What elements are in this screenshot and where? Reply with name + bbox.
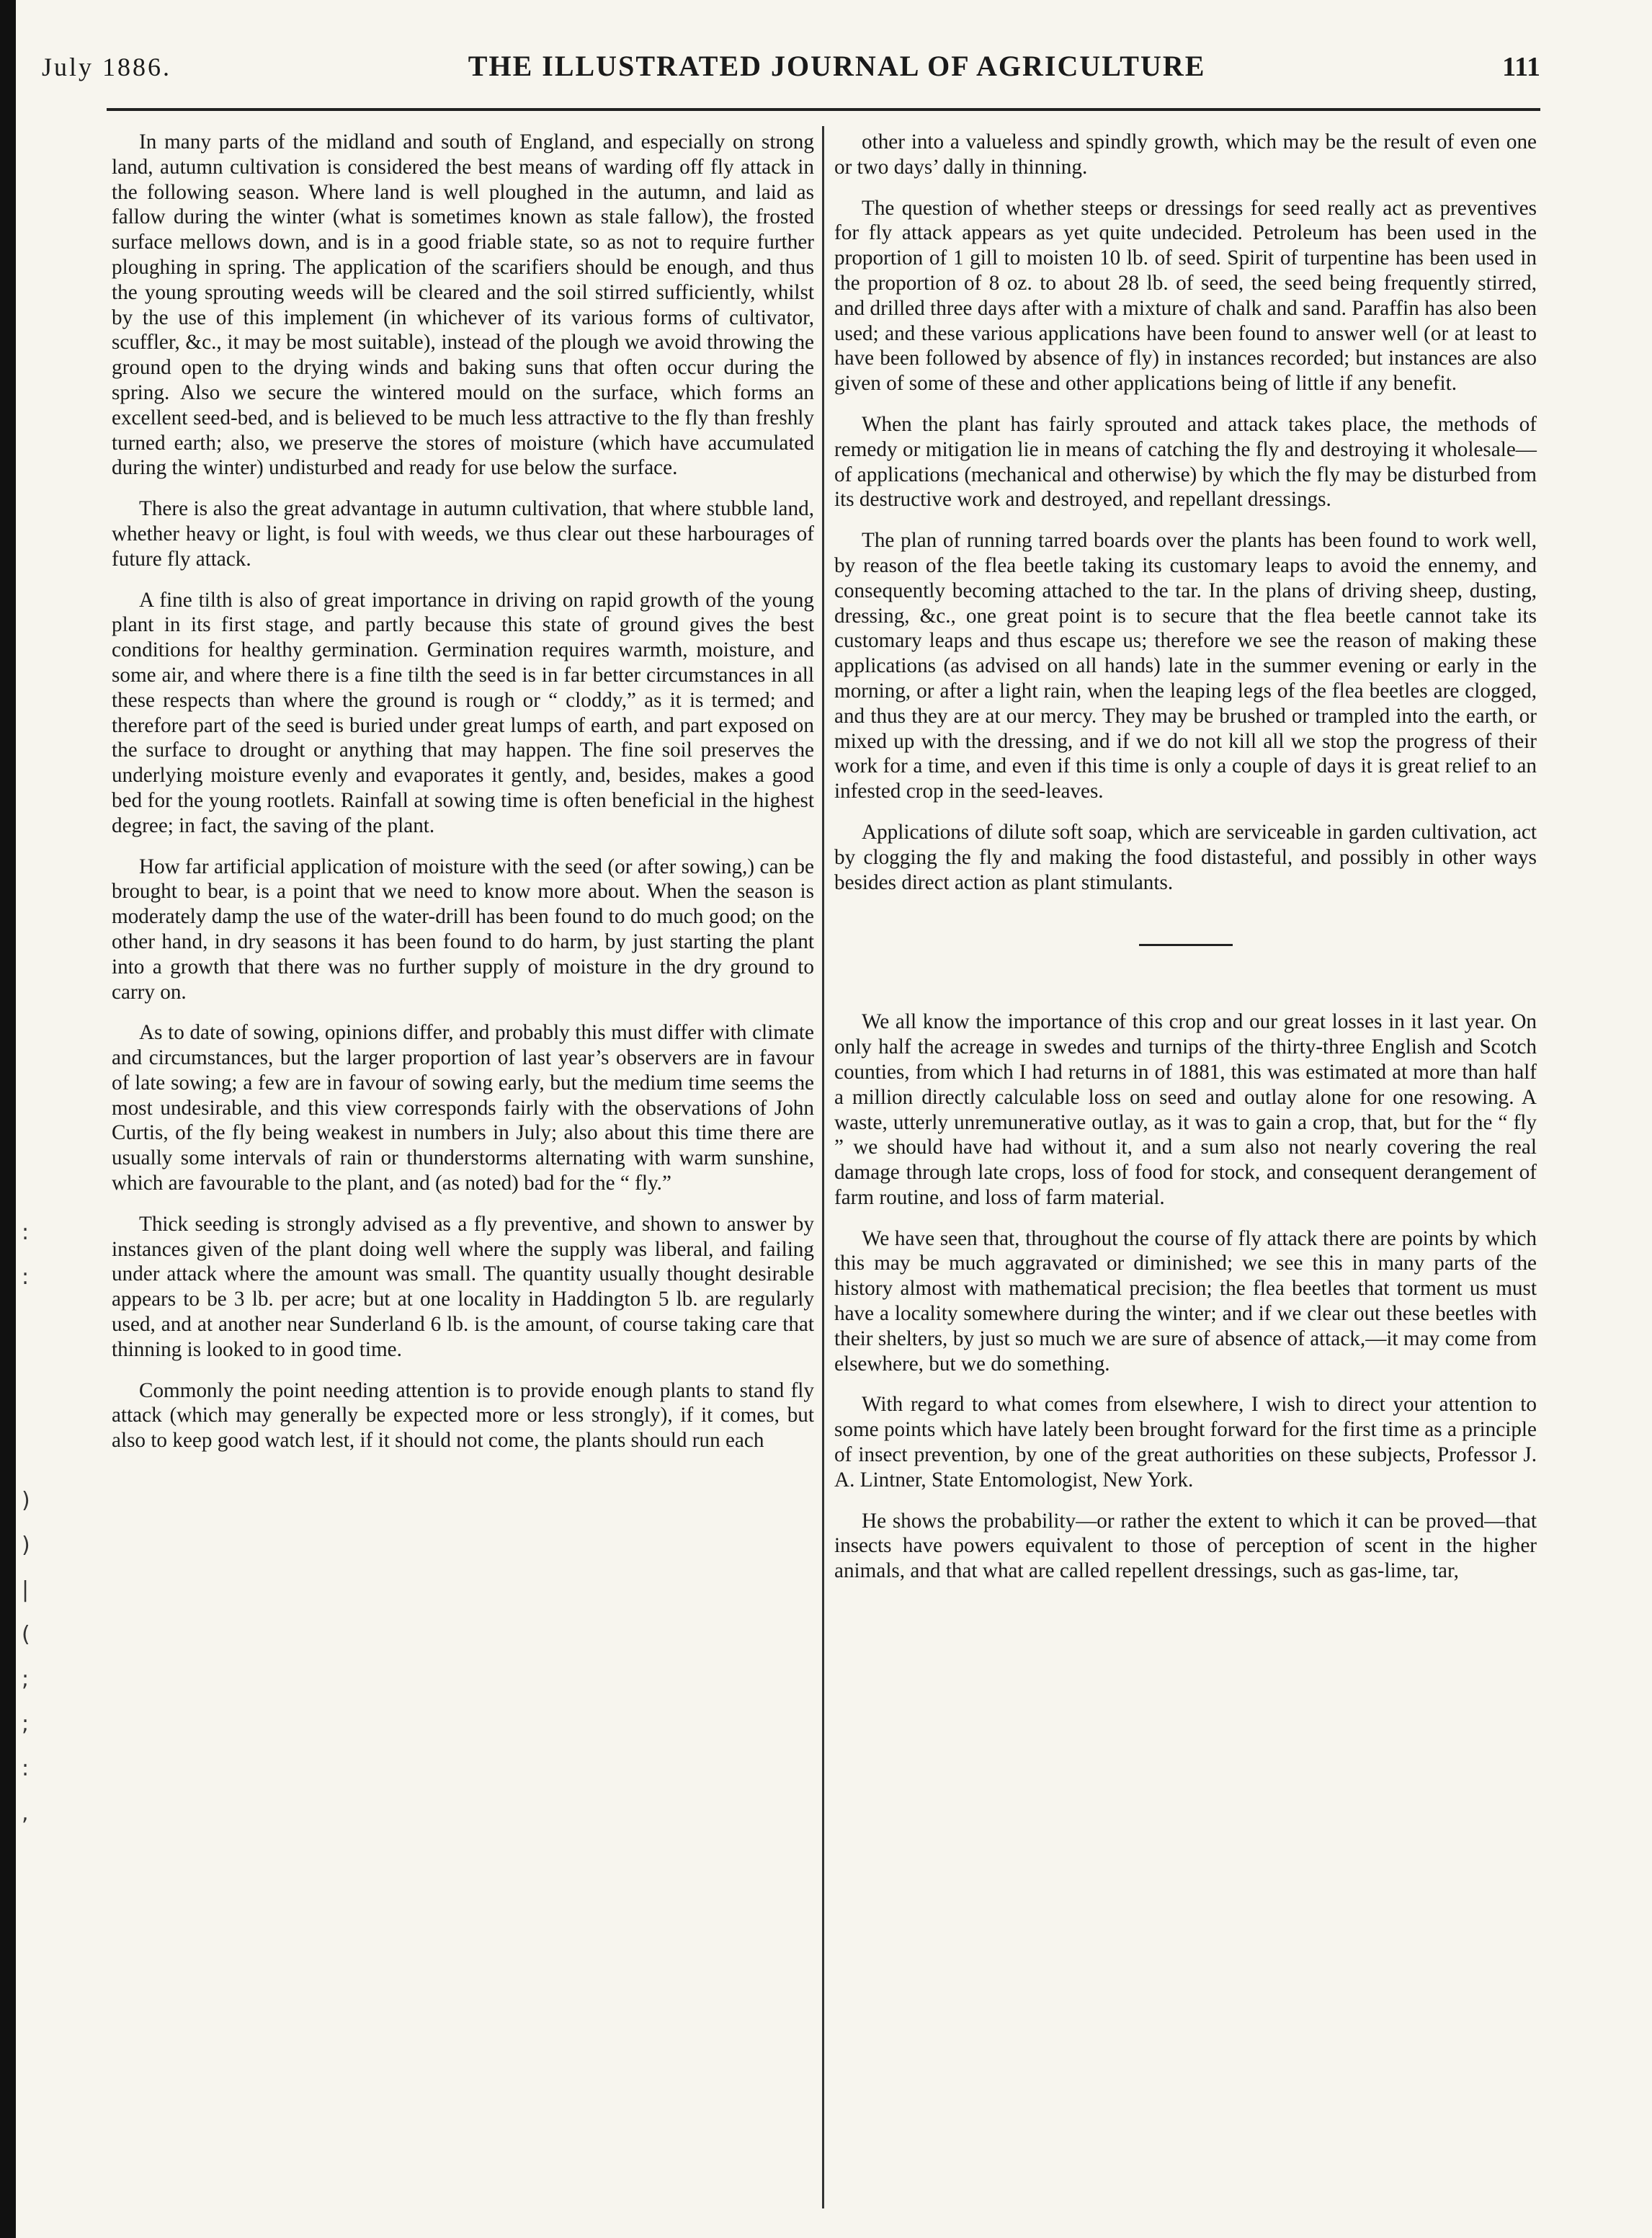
page-number: 111: [1502, 52, 1540, 82]
paragraph: Thick seeding is strongly advised as a fly preventive, and shown to answer by instances given of the plant doing well where the supply was liberal, and failing under attack where the amount was small. The quantity usually thought desirable appears to be 3 lb. per acre; but at one locality in Haddington 5 lb. are regularly used, and at another near Sunderland 6 lb. is the amount, of course taking care that thinning is looked to in good time.: [112, 1212, 814, 1361]
paragraph: When the plant has fairly sprouted and attack takes place, the methods of remedy or mitigation lie in means of catching the fly and destroying it wholesale—of applications (mechanical and otherwise) by which the fly may be disturbed from its destructive work and destroyed, and repellant dressings.: [834, 412, 1537, 512]
paragraph: We have seen that, throughout the course of fly attack there are points by which this may be much aggravated or diminished; we see this in many parts of the history almost with mathematical precision; the flea beetles that torment us must have a locality somewhere during the winter; and if we clear out these beetles with their shelters, by just so much we are sure of absence of attack,—it may come from elsewhere, but we do something.: [834, 1226, 1537, 1376]
paragraph: other into a valueless and spindly growth, which may be the result of even one or two days’ dally in thinning.: [834, 130, 1537, 179]
paragraph: In many parts of the midland and south of England, and especially on strong land, autumn cultivation is considered the best means of warding off fly attack in the following season. Where land is well ploughed in the autumn, and laid as fallow during the winter (what is sometimes known as stale fallow), the frosted surface mellows down, and is in a good friable state, so as not to require further ploughing in spring. The application of the scarifiers should be enough, and thus the young sprouting weeds will be cleared and the soil stirred sufficiently, whilst by the use of this implement (in whichever of its various forms of cultivator, scuffler, &c., it may be most suitable), instead of the plough we avoid throwing the ground open to the drying winds and baking suns that often occur during the spring. Also we secure the wintered mould on the surface, which forms an excellent seed-bed, and is believed to be much less attractive to the fly than freshly turned earth; also, we preserve the stores of moisture (which have accumulated during the winter) undisturbed and ready for use below the surface.: [112, 130, 814, 480]
right-column: [834, 130, 1537, 1600]
paragraph: A fine tilth is also of great importance in driving on rapid growth of the young plant in its first stage, and partly because this state of ground gives the best conditions for healthy germination. Germination requires warmth, moisture, and some air, and where there is a fine tilth the seed is in far better circumstances in all these respects than where the ground is rough or “ cloddy,” as it is termed; and therefore part of the seed is buried under great lumps of earth, and part exposed on the surface to drought or anything that may happen. The fine soil preserves the underlying moisture evenly and evaporates it gently, and, besides, makes a good bed for the young rootlets. Rainfall at sowing time is often beneficial in the highest degree; in fact, the saving of the plant.: [112, 588, 814, 837]
left-column: [112, 130, 814, 1469]
header-rule: [107, 108, 1540, 111]
paragraph: The question of whether steeps or dressings for seed really act as preventives for fly attack appears as yet quite undecided. Petroleum has been used in the proportion of 1 gill to moisten 10 lb. of seed. Spirit of turpentine has been used in the proportion of 8 oz. to about 28 lb. of seed, the seed being frequently stirred, and drilled three days after with a mixture of chalk and sand. Paraffin has also been used; and these various applications have been found to answer well (or at least to have been followed by absence of fly) in instances recorded; but instances are also given of some of these and other applications being of little if any benefit.: [834, 196, 1537, 396]
paragraph: How far artificial application of moisture with the seed (or after sowing,) can be brought to bear, is a point that we need to know more about. When the season is moderately damp the use of the water-drill has been found to do much good; on the other hand, in dry seasons it has been found to do harm, by just starting the plant into a growth that there was no further supply of moisture in the dry ground to carry on.: [112, 855, 814, 1004]
paragraph: As to date of sowing, opinions differ, and probably this must differ with climate and circumstances, but the larger proportion of last year’s observers are in favour of late sowing; a few are in favour of sowing early, but the medium time seems the most undesirable, and this view corresponds fairly with the observations of John Curtis, of the fly being weakest in numbers in July; also about this time there are usually some intervals of rain or thunderstorms alternating with warm sunshine, which are favourable to the plant, and (as noted) bad for the “ fly.”: [112, 1021, 814, 1195]
paragraph: There is also the great advantage in autumn cultivation, that where stubble land, whether heavy or light, is foul with weeds, we thus clear out these harbourages of future fly attack.: [112, 497, 814, 571]
page-header: [42, 49, 1540, 92]
paragraph: He shows the probability—or rather the extent to which it can be proved—that insects have powers equivalent to those of perception of scent in the higher animals, and that what are called repellent dressings, such as gas-lime, tar,: [834, 1509, 1537, 1583]
paragraph: Applications of dilute soft soap, which are serviceable in garden cultivation, act by clogging the fly and making the food distasteful, and possibly in other ways besides direct action as plant stimulants.: [834, 820, 1537, 894]
section-separator: [1139, 944, 1233, 946]
scan-edge: [0, 0, 16, 2238]
paragraph: Commonly the point needing attention is to provide enough plants to stand fly attack (which may generally be expected more or less strongly), if it comes, but also to keep good watch lest, if it should not come, the plants should run each: [112, 1378, 814, 1453]
journal-title: THE ILLUSTRATED JOURNAL OF AGRICULTURE: [468, 50, 1206, 82]
margin-marks: : : ) ) | ( ; ; : ,: [22, 1220, 30, 1826]
issue-date: July 1886.: [42, 53, 172, 81]
paragraph: With regard to what comes from elsewhere, I wish to direct your attention to some points which have lately been brought forward for the first time as a principle of insect prevention, by one of the great authorities on these subjects, Professor J. A. Lintner, State Entomologist, New York.: [834, 1393, 1537, 1492]
column-divider: [822, 126, 824, 2208]
paragraph: The plan of running tarred boards over the plants has been found to work well, by reason of the flea beetle taking its customary leaps to avoid the ennemy, and consequently becoming attached to the tar. In the plans of driving sheep, dusting, dressing, &c., one great point is to secure that the flea beetle cannot take its customary leaps and thus escape us; therefore we see the reason of making these applications (as advised on all hands) late in the summer evening or early in the morning, or after a light rain, when the leaping legs of the flea beetles are clogged, and thus they are at our mercy. They may be brushed or trampled into the earth, or mixed up with the dressing, and if we do not kill all we stop the progress of their work for a time, and even if this time is only a couple of days it is great relief to an infested crop in the seed-leaves.: [834, 529, 1537, 803]
paragraph: We all know the importance of this crop and our great losses in it last year. On only half the acreage in swedes and turnips of the thirty-three English and Scotch counties, from which I had returns in of 1881, this was estimated at more than half a million directly calculable loss on seed and outlay alone for one resowing. A waste, utterly unremunerative outlay, as it was to gain a crop, that, but for the “ fly ” we should have had without it, and a sum also not nearly covering the real damage through late crops, loss of food for stock, and consequent derangement of farm routine, and loss of farm material.: [834, 1010, 1537, 1209]
